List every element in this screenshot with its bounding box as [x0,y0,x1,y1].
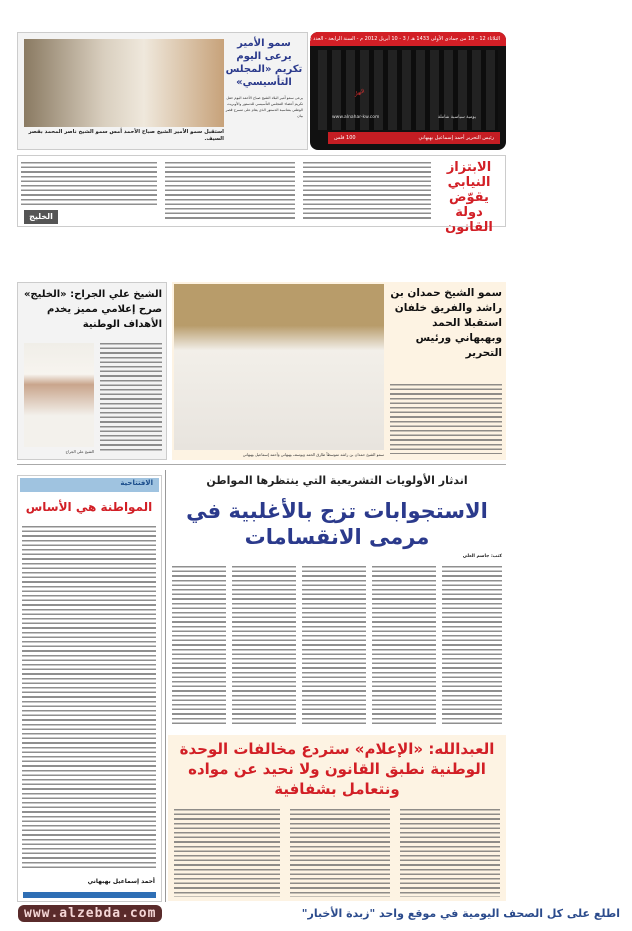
editorial-headline: الابتزاز النيابي يقوّض دولة القانون [445,160,493,235]
byline: كتب: جاسم العلي [462,554,502,559]
editor: رئيس التحرير أحمد إسماعيل بهبهاني [418,135,494,141]
photo [24,39,224,127]
jarrah-story [17,282,167,460]
alkhaleej-logo: الخليج [24,210,58,224]
divider [17,464,506,465]
headline: سمو الشيخ حمدان بن راشد والفريق خلفان استقبلا الحمد وبهبهاني ورئيس التحرير [390,287,502,359]
lower-story [168,735,506,901]
caption: استقبل سمو الأمير الشيخ صباح الأحمد أمس سمو الشيخ ناصر المحمد بقصر السيف. [28,129,224,142]
promo-url[interactable]: www.alzebda.com [18,905,162,922]
dubai-story [172,282,506,460]
main-story [168,472,506,727]
promo-text: اطلع على كل الصحف اليومية في موقع واحد "زبدة الأخبار" [301,907,620,920]
footer-bar [23,892,156,898]
promo-banner[interactable] [0,903,632,931]
author: أحمد إسماعيل بهبهاني [87,878,155,885]
top-story [17,32,308,150]
kicker: اندثار الأولويات التشريعية التي ينتظرها المواطن [206,474,468,487]
story-body: يرعى سمو أمير البلاد الشيخ صباح الأحمد اليوم حفل تكريم أعضاء المجلس التأسيسي للدستور والأوبريت الوطني بمناسبة الدستور الذي يقام على مسرح قصر بيان [225,96,303,118]
masthead-footer [328,132,500,144]
opinion-headline: المواطنة هي الأساس [25,500,153,514]
editorial [17,155,506,235]
price: 100 فلس [334,135,356,141]
masthead [310,32,506,150]
tagline: يومية سياسية شاملة [437,115,476,120]
opinion-column [17,475,162,902]
headline: سمو الأمير يرعى اليوم تكريم «المجلس التأسيسي» [225,38,303,88]
website[interactable]: www.alnahar-kw.com [332,115,380,120]
caption: سمو الشيخ حمدان بن راشد متوسطاً طارق الحمد ويوسف بهبهاني وأحمد إسماعيل بهبهاني [242,452,384,457]
photo [174,284,384,450]
column-rule [165,470,166,902]
dateline: الثلاثاء 12 - 18 من جمادى الأولى 1433 هـ / 3 - 10 أبريل 2012 م - السنة الرابعة - العدد [310,32,506,46]
section-header: الافتتاحية [20,478,159,492]
photo [24,343,94,447]
headline: الاستجوابات تزج بالأغلبية في مرمى الانقسامات [186,499,488,549]
caption: الشيخ علي الجراح [65,449,94,454]
headline: العبدالله: «الإعلام» ستردع مخالفات الوحدة الوطنية نطبق القانون ولا نحيد عن مواده ونتعامل بشفافية [179,740,495,798]
newspaper-logo: النهار [318,50,498,130]
headline: الشيخ علي الجراح: «الخليج» صرح إعلامي مميز يخدم الأهداف الوطنية [23,289,162,330]
